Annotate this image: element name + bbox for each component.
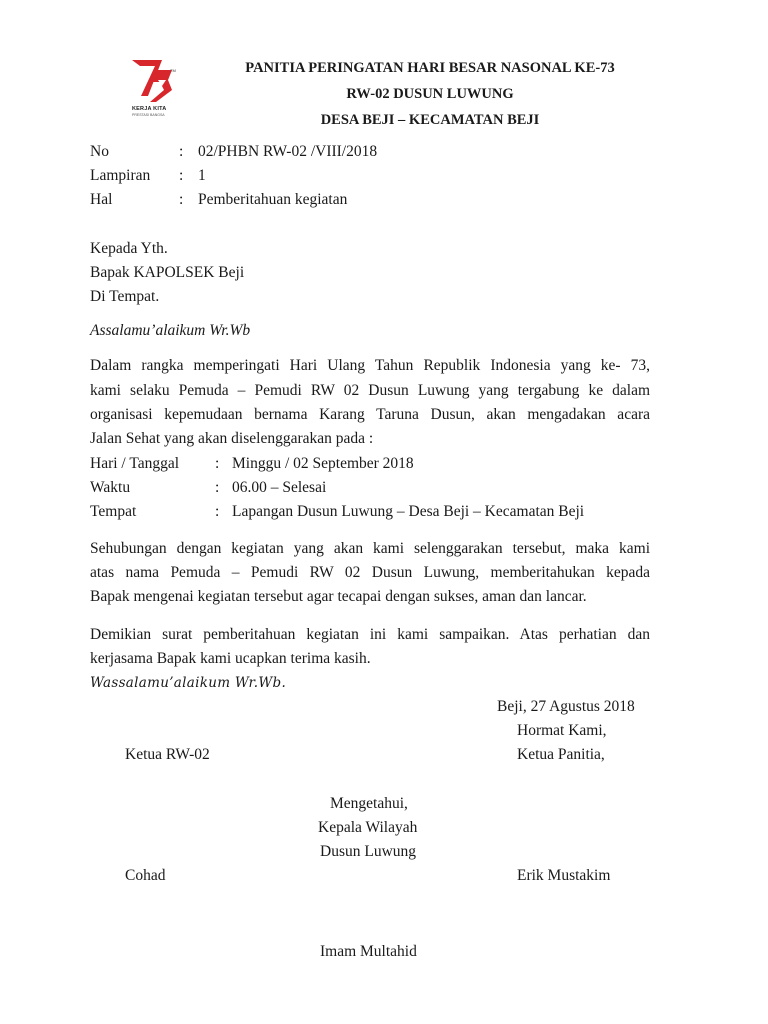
- signature-right-title: Ketua Panitia,: [517, 746, 605, 763]
- body2-line-1: Sehubungan dengan kegiatan yang akan kami selenggarakan tersebut, maka kami: [90, 540, 650, 557]
- acknowledge-line-1: Mengetahui,: [330, 795, 408, 812]
- meta-label-hal: Hal: [90, 191, 113, 208]
- event-value-date: Minggu / 02 September 2018: [232, 455, 414, 472]
- event-value-place: Lapangan Dusun Luwung – Desa Beji – Kecamatan Beji: [232, 503, 585, 520]
- logo-subtagline: PRESTASI BANGSA: [132, 113, 165, 117]
- logo-tm: TM: [170, 68, 176, 73]
- body1-line-1: Dalam rangka memperingati Hari Ulang Tahun Republik Indonesia yang ke- 73,: [90, 357, 650, 374]
- signature-right-name: Erik Mustakim: [517, 867, 611, 884]
- body2-line-3: Bapak mengenai kegiatan tersebut agar tecapai dengan sukses, aman dan lancar.: [90, 588, 587, 605]
- meta-label-no: No: [90, 143, 109, 160]
- body3-line-1: Demikian surat pemberitahuan kegiatan ini kami sampaikan. Atas perhatian dan: [90, 626, 650, 643]
- date-place: Beji, 27 Agustus 2018: [497, 698, 635, 715]
- acknowledge-line-3: Dusun Luwung: [320, 843, 417, 860]
- body2-line-2: atas nama Pemuda – Pemudi RW 02 Dusun Luwung, memberitahukan kepada: [90, 564, 650, 581]
- meta-label-lampiran: Lampiran: [90, 167, 151, 184]
- event-colon: :: [215, 479, 220, 496]
- greeting: Assalamu’alaikum Wr.Wb: [90, 322, 251, 339]
- recipient-line-1: Kepada Yth.: [90, 240, 168, 257]
- meta-colon: :: [179, 167, 184, 184]
- letterhead-line-3: DESA BEJI – KECAMATAN BEJI: [320, 112, 540, 128]
- body3-line-2: kerjasama Bapak kami ucapkan terima kasih.: [90, 650, 371, 667]
- body1-line-4: Jalan Sehat yang akan diselenggarakan pada :: [90, 430, 374, 447]
- event-colon: :: [215, 503, 220, 520]
- event-value-time: 06.00 – Selesai: [232, 479, 327, 496]
- regards: Hormat Kami,: [517, 722, 607, 739]
- letterhead-line-1: PANITIA PERINGATAN HARI BESAR NASONAL KE-73: [245, 60, 615, 76]
- event-label-date: Hari / Tanggal: [90, 455, 180, 472]
- acknowledge-line-2: Kepala Wilayah: [318, 819, 418, 836]
- signature-center-name: Imam Multahid: [320, 943, 417, 960]
- event-label-place: Tempat: [90, 503, 137, 520]
- body1-line-3: organisasi kepemudaan bernama Karang Taruna Dusun, akan mengadakan acara: [90, 406, 650, 423]
- event-colon: :: [215, 455, 220, 472]
- recipient-line-3: Di Tempat.: [90, 288, 160, 305]
- meta-colon: :: [179, 143, 184, 160]
- recipient-line-2: Bapak KAPOLSEK Beji: [90, 264, 245, 281]
- signature-left-title: Ketua RW-02: [125, 746, 210, 763]
- meta-value-no: 02/PHBN RW-02 /VIII/2018: [198, 143, 378, 160]
- event-label-time: Waktu: [90, 479, 131, 496]
- logo-tagline: KERJA KITA: [132, 106, 167, 112]
- meta-colon: :: [179, 191, 184, 208]
- signature-left-name: Cohad: [125, 867, 166, 884]
- meta-value-hal: Pemberitahuan kegiatan: [198, 191, 348, 208]
- meta-value-lampiran: 1: [198, 167, 206, 184]
- letterhead-line-2: RW-02 DUSUN LUWUNG: [346, 86, 514, 102]
- body1-line-2: kami selaku Pemuda – Pemudi RW 02 Dusun Luwung yang tergabung ke dalam: [90, 382, 650, 399]
- closing: Wassalamu’alaikum Wr.Wb.: [90, 675, 287, 691]
